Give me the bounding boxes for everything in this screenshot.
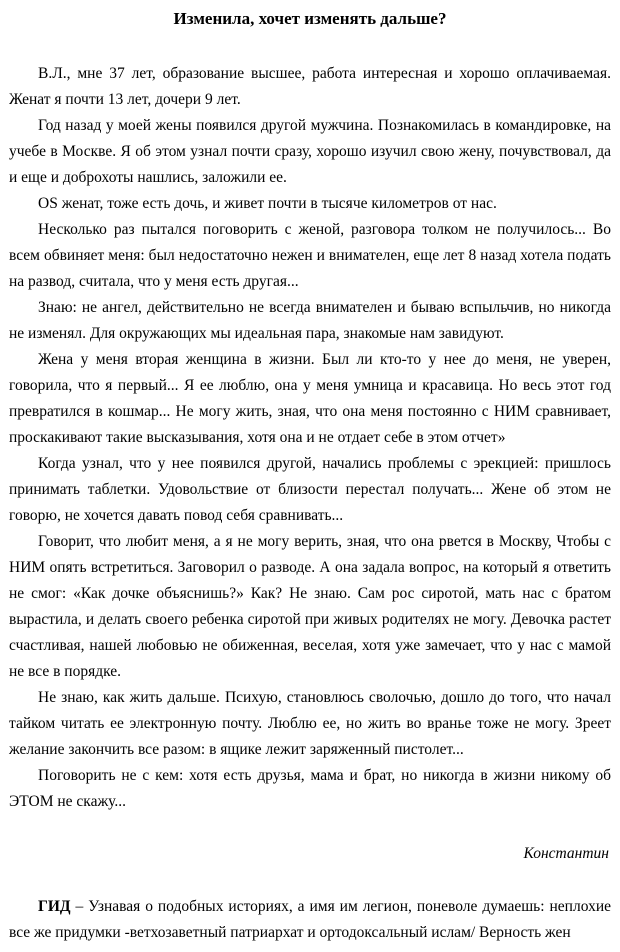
letter-paragraph-9: Не знаю, как жить дальше. Психую, становлюсь сволочью, дошло до того, что начал тайком читать ее электронную почту. Люблю ее, но жить во вранье тоже не могу. Зреет желание закончить все разом: в ящике лежит заряженный пистолет... xyxy=(9,689,611,758)
letter-paragraph-3: OS женат, тоже есть дочь, и живет почти в тысяче километров от нас. xyxy=(38,195,497,212)
page-title: Изменила, хочет изменять дальше? xyxy=(173,9,447,28)
letter-paragraph-8: Говорит, что любит меня, а я не могу верить, зная, что она рвется в Москву, Чтобы с НИМ опять встретиться. Заговорил о разводе. А она задала вопрос, на который я ответить не смог: «Как дочке объяснишь?» Как? Не знаю. Сам рос сиротой, мать нас с братом вырастила, и делать своего ребенка сиротой при живых родителях не могу. Девочка растет счастливая, нашей любовью не обиженная, веселая, хотя уже замечает, что у нас с мамой не все в порядке. xyxy=(9,533,611,680)
gid-paragraph xyxy=(9,894,611,946)
letter-paragraph-10: Поговорить не с кем: хотя есть друзья, мама и брат, но никогда в жизни никому об ЭТОМ не скажу... xyxy=(9,767,611,810)
letter-paragraph-7: Когда узнал, что у нее появился другой, начались проблемы с эрекцией: пришлось принимать таблетки. Удовольствие от близости перестал получать... Жене об этом не говорю, не хочется давать повод себя сравнивать... xyxy=(9,455,611,524)
letter-paragraph-1: В.Л., мне 37 лет, образование высшее, работа интересная и хорошо оплачиваемая. Женат я почти 13 лет, дочери 9 лет. xyxy=(9,65,611,108)
signature: Константин xyxy=(523,845,609,862)
gid-label: ГИД xyxy=(38,898,71,915)
letter-paragraph-4: Несколько раз пытался поговорить с женой, разговора толком не получилось... Во всем обвиняет меня: был недостаточно нежен и внимателен, еще лет 8 назад хотела подать на развод, считала, что у меня есть другая... xyxy=(9,221,611,290)
gid-text: – Узнавая о подобных историях, а имя им легион, поневоле думаешь: неплохие все же придумки -ветхозаветный патриархат и ортодоксальный ислам/ Верность жен xyxy=(9,898,611,941)
letter-paragraph-2: Год назад у моей жены появился другой мужчина. Познакомилась в командировке, на учебе в Москве. Я об этом узнал почти сразу, хорошо изучил свою жену, почувствовал, да и еще и доброхоты нашлись, заложили ее. xyxy=(9,117,611,186)
letter-paragraph-5: Знаю: не ангел, действительно не всегда внимателен и бываю вспыльчив, но никогда не изменял. Для окружающих мы идеальная пара, знакомые нам завидуют. xyxy=(9,299,611,342)
letter-paragraph-6: Жена у меня вторая женщина в жизни. Был ли кто-то у нее до меня, не уверен, говорила, что я первый... Я ее люблю, она у меня умница и красавица. Но весь этот год превратился в кошмар... Не могу жить, зная, что она меня постоянно с НИМ сравнивает, проскакивают такие высказывания, хотя она и не отдает себе в этом отчет» xyxy=(9,351,611,446)
